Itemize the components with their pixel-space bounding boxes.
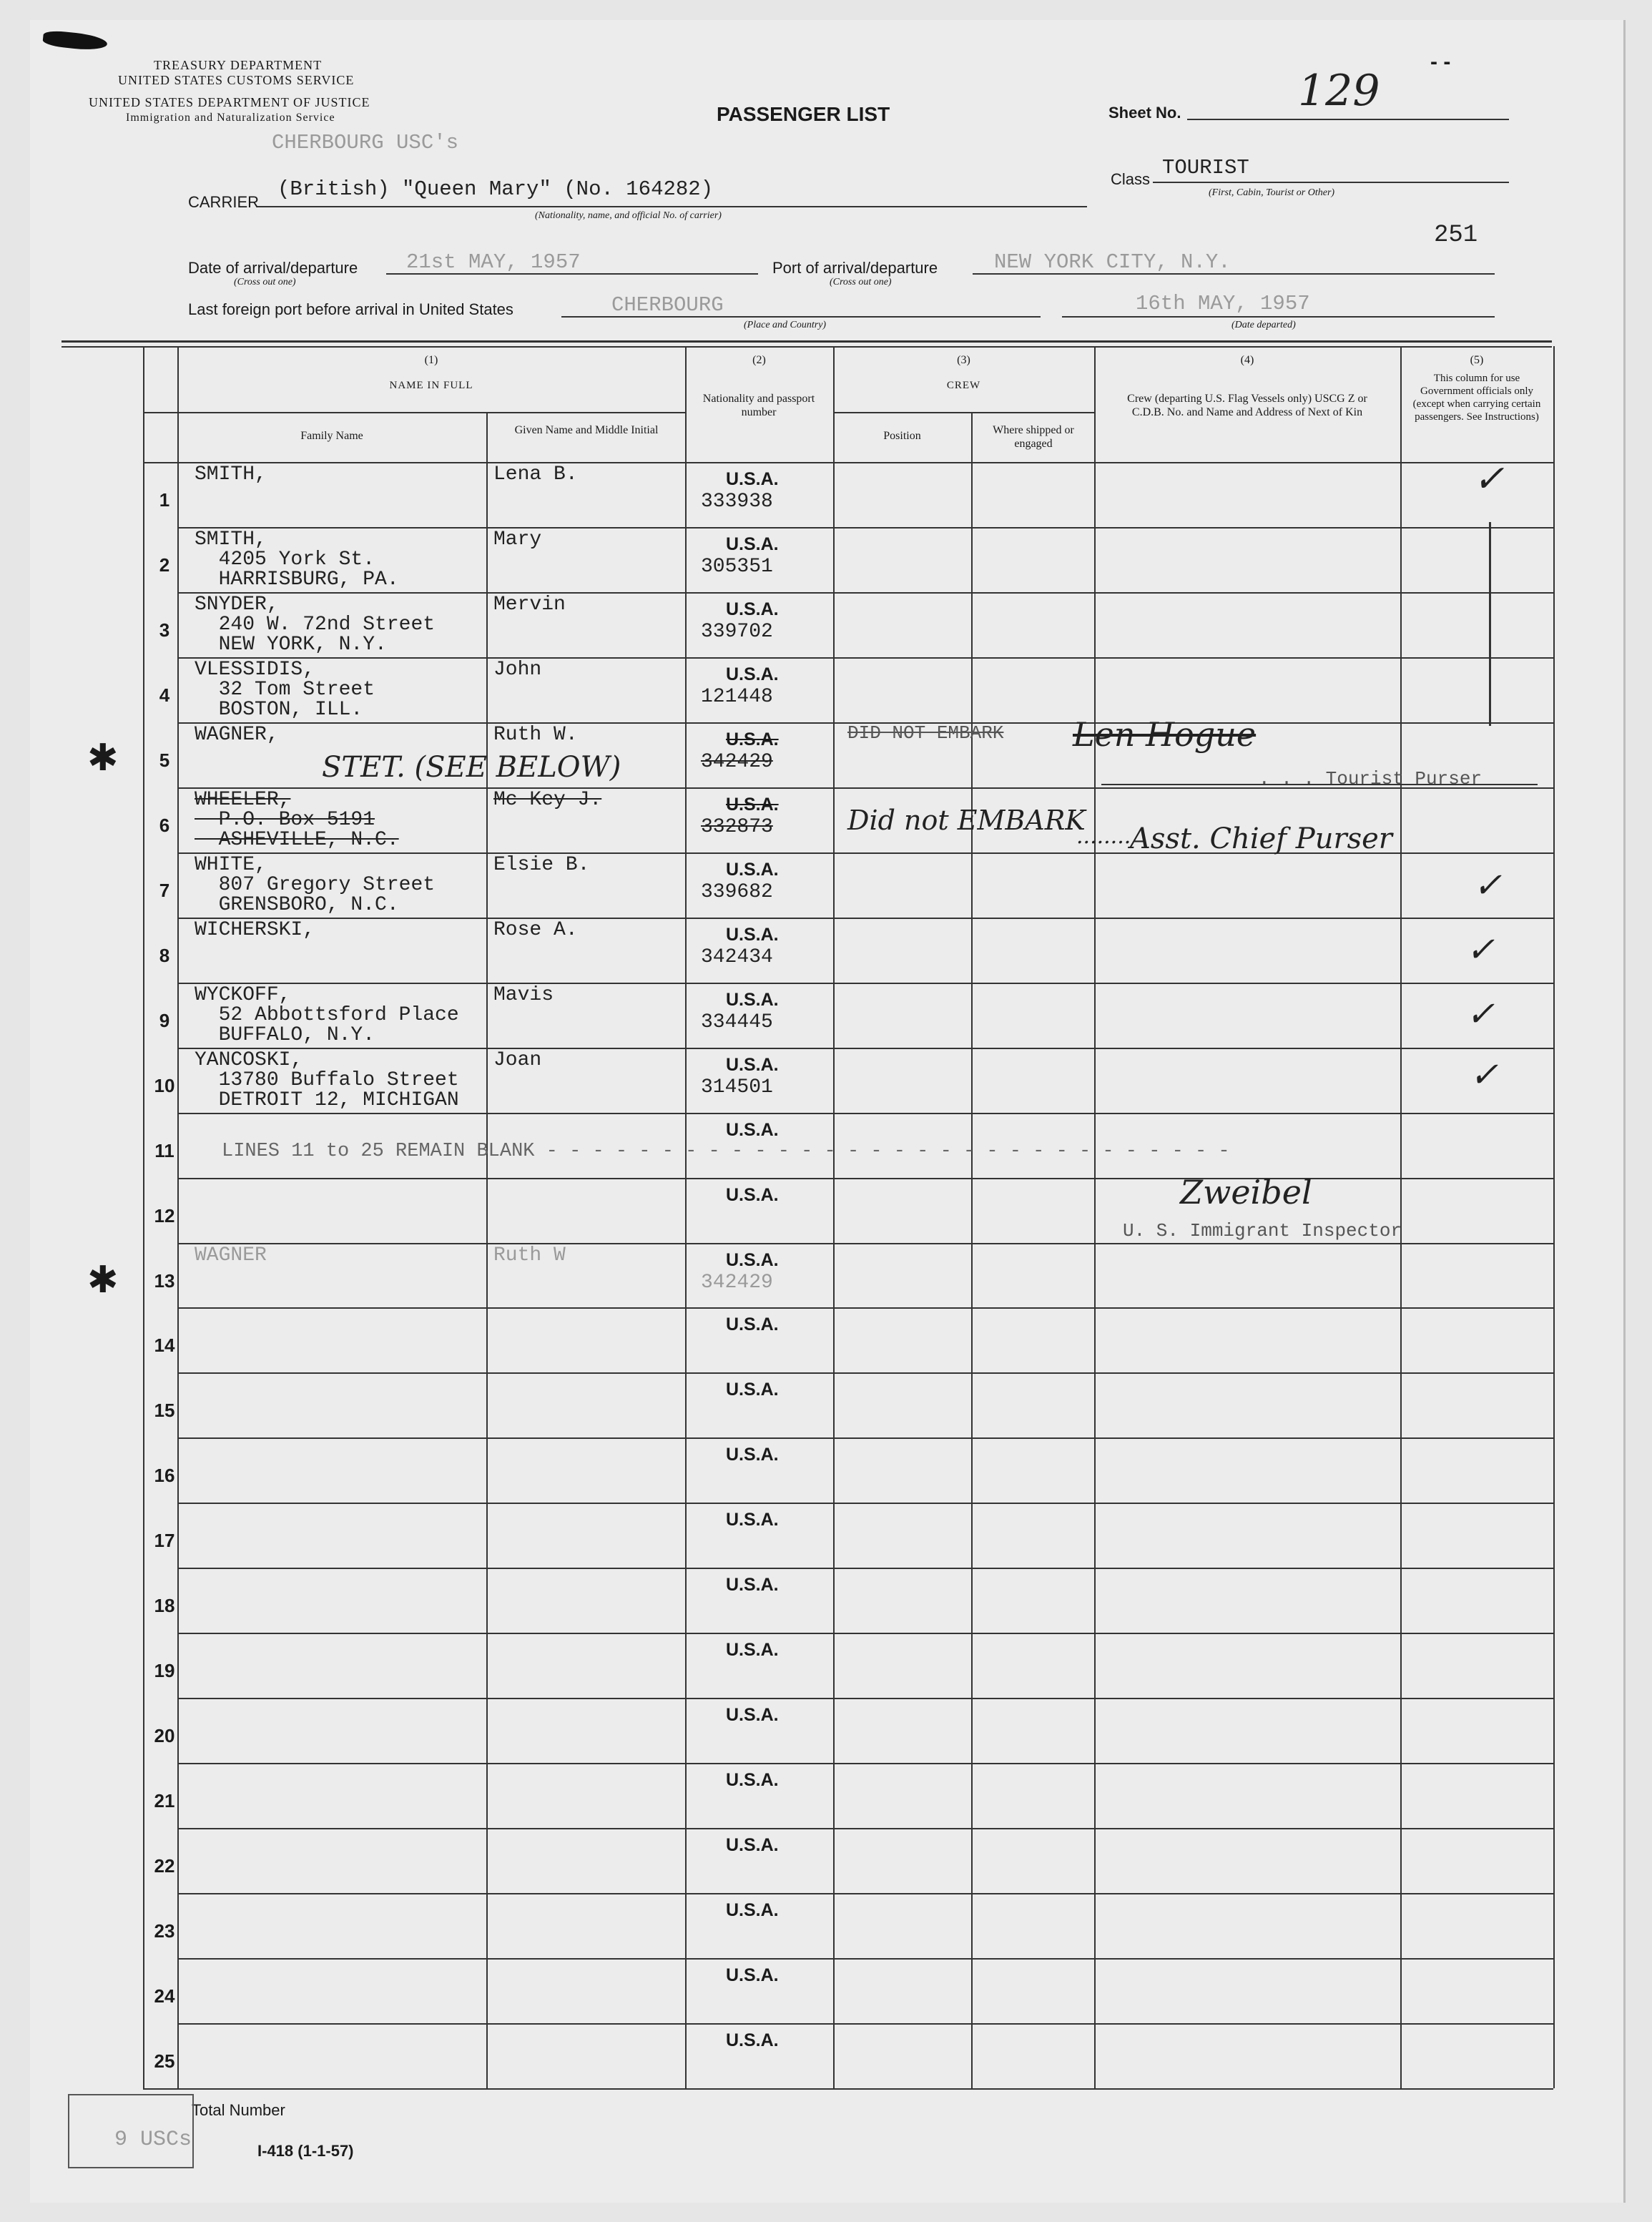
row-divider [177,1828,1553,1829]
row-number: 10 [154,1075,175,1096]
passport-number: 339702 [701,621,773,643]
row-divider [177,1307,1553,1309]
row-number: 15 [154,1400,175,1421]
row-number: 22 [154,1855,175,1877]
nationality: U.S.A. [726,1770,779,1790]
row-number: 3 [159,619,170,641]
nationality: U.S.A. [726,1120,779,1140]
row-number: 23 [154,1920,175,1942]
passport-number: 339682 [701,881,773,903]
row-divider [177,1178,1553,1179]
passport-number: 333938 [701,491,773,513]
row-divider [177,1113,1553,1114]
row-number: 24 [154,1985,175,2007]
col5-number: (5) [1470,354,1484,366]
passport-number: 342429 [701,751,773,773]
nationality: U.S.A. [726,860,779,880]
nationality: U.S.A. [726,664,779,684]
nationality: U.S.A. [726,1055,779,1075]
row-divider [177,2088,1553,2090]
star-mark-row5: ✱ [87,737,119,779]
check-mark: ✓ [1473,865,1503,905]
position-header: Position [883,430,921,442]
family-name: SMITH, 4205 York St. HARRISBURG, PA. [195,529,399,591]
nationality: U.S.A. [726,1835,779,1855]
family-name-header: Family Name [300,430,363,442]
row-divider [177,1633,1553,1634]
col3-title: CREW [946,380,981,391]
asst-purser-signature: Asst. Chief Purser [1130,822,1392,855]
row-divider [177,1503,1553,1504]
port-note: (Cross out one) [830,277,892,287]
nationality: U.S.A. [726,1185,779,1205]
passport-number: 342434 [701,946,773,968]
tourist-purser: . . . Tourist Purser [1259,768,1483,790]
nationality: U.S.A. [726,1900,779,1920]
last-port-value: CHERBOURG [611,293,724,317]
family-name: WHITE, 807 Gregory Street GRENSBORO, N.C. [195,854,436,916]
nationality: U.S.A. [726,990,779,1010]
check-mark: ✓ [1466,994,1495,1034]
row-number: 14 [154,1334,175,1356]
place-note: (Place and Country) [744,320,827,330]
immigration-heading: Immigration and Naturalization Service [126,112,335,124]
nationality: U.S.A. [726,1575,779,1595]
carrier-label: CARRIER [188,193,260,211]
nationality: U.S.A. [726,729,779,749]
given-name: Mervin [493,594,566,616]
stet-note: STET. (SEE BELOW) [322,751,621,784]
nationality: U.S.A. [726,1510,779,1530]
date-value: 21st MAY, 1957 [406,250,581,274]
carrier-value: (British) "Queen Mary" (No. 164282) [277,177,714,201]
nationality: U.S.A. [726,795,779,815]
nationality: U.S.A. [726,1965,779,1985]
nationality: U.S.A. [726,1445,779,1465]
passport-number: 314501 [701,1076,773,1098]
nationality: U.S.A. [726,1705,779,1725]
given-name: Joan [493,1049,542,1071]
lines-blank-note: LINES 11 to 25 REMAIN BLANK - - - - - - - - - - - - - - - - - - - - - - - - - - - - - - [222,1141,1230,1162]
family-name: YANCOSKI, 13780 Buffalo Street DETROIT 12, MICHIGAN [195,1049,459,1111]
row-number: 13 [154,1270,175,1292]
nationality: U.S.A. [726,469,779,489]
row-divider [177,1568,1553,1569]
given-name: Mavis [493,984,554,1006]
passport-number: 334445 [701,1011,773,1033]
row-divider [177,1958,1553,1960]
total-value: 9 USCs [114,2128,192,2152]
col2-title: Nationality and passport number [702,393,815,418]
row-number: 18 [154,1595,175,1616]
shipped-header: Where shipped or engaged [993,424,1074,450]
row-divider [177,657,1553,659]
nationality: U.S.A. [726,1640,779,1660]
customs-heading: UNITED STATES CUSTOMS SERVICE [118,73,355,87]
stamp-text: CHERBOURG USC's [272,131,459,154]
given-name: Mc Key J. [493,789,602,811]
family-name: WYCKOFF, 52 Abbottsford Place BUFFALO, N.Y. [195,984,459,1046]
col5-title: This column for use Government officials only (except when carrying certain passengers. See Instructions) [1412,373,1541,423]
passport-number: 305351 [701,556,773,578]
given-name: Mary [493,529,542,551]
col4-title: Crew (departing U.S. Flag Vessels only) USCG Z or C.D.B. No. and Name and Address of Next of Kin [1127,393,1367,418]
row-number: 5 [159,749,170,771]
asst-purser-dots: ........ [1076,824,1131,849]
did-not-embark-hand: Did not EMBARK [847,805,1086,836]
inspector-signature: Zweibel [1180,1173,1312,1211]
check-mark: ✓ [1466,930,1495,970]
row-divider [177,592,1553,594]
date-departed-note: (Date departed) [1231,320,1296,330]
family-name: VLESSIDIS, 32 Tom Street BOSTON, ILL. [195,659,375,721]
treasury-heading: TREASURY DEPARTMENT [154,58,323,72]
row-number: 2 [159,554,170,576]
form-number: I-418 (1-1-57) [257,2142,354,2160]
port-label: Port of arrival/departure [772,259,938,277]
passport-number: 332873 [701,816,773,838]
row-number: 11 [154,1140,174,1161]
family-name: WAGNER, [195,724,279,746]
total-label: Total Number [192,2101,285,2119]
sheet-number: 129 [1298,66,1380,116]
given-name: Ruth W [493,1244,566,1267]
page-title: PASSENGER LIST [717,103,890,125]
row-divider [177,527,1553,529]
row-divider [177,1763,1553,1764]
given-name: Lena B. [493,463,578,486]
row-number: 25 [154,2050,175,2072]
row-number: 1 [159,489,170,511]
row-divider [177,2023,1553,2025]
col2-number: (2) [752,354,766,366]
class-value: TOURIST [1162,156,1249,180]
last-port-label: Last foreign port before arrival in United States [188,300,513,318]
given-name: Ruth W. [493,724,578,746]
col1-title: NAME IN FULL [389,380,473,391]
class-label: Class [1111,170,1151,188]
justice-heading: UNITED STATES DEPARTMENT OF JUSTICE [89,95,370,109]
row-divider [177,1048,1553,1049]
row-number: 20 [154,1725,175,1746]
given-name: Rose A. [493,919,578,941]
date-label: Date of arrival/departure [188,259,358,277]
row-divider [177,983,1553,984]
family-name: WHEELER, P.O. Box 5191 ASHEVILLE, N.C. [195,789,399,851]
row-number: 4 [159,684,170,706]
given-name-header: Given Name and Middle Initial [514,424,659,436]
row-divider [177,1437,1553,1439]
row-number: 9 [159,1010,170,1031]
given-name: Elsie B. [493,854,590,876]
family-name: WICHERSKI, [195,919,315,941]
check-mark: ✓ [1473,458,1505,501]
nationality: U.S.A. [726,2030,779,2050]
row-number: 17 [154,1530,175,1551]
row-number: 21 [154,1790,175,1811]
inspector-title: U. S. Immigrant Inspector [1123,1220,1402,1242]
port-value: NEW YORK CITY, N.Y. [994,250,1231,274]
row-divider [177,1893,1553,1894]
family-name: SMITH, [195,463,267,486]
col1-number: (1) [424,354,438,366]
class-note: (First, Cabin, Tourist or Other) [1209,187,1335,198]
row-number: 19 [154,1660,175,1681]
check-mark: ✓ [1470,1055,1499,1095]
carrier-note: (Nationality, name, and official No. of carrier) [535,210,722,221]
passport-number: 342429 [701,1272,773,1294]
dash-mark: - - [1430,50,1451,74]
col3-number: (3) [957,354,970,366]
family-name: SNYDER, 240 W. 72nd Street NEW YORK, N.Y. [195,594,436,656]
nationality: U.S.A. [726,925,779,945]
count-value: 251 [1434,222,1478,249]
did-not-embark-typed: DID NOT EMBARK [847,722,1004,744]
nationality: U.S.A. [726,1314,779,1334]
passport-number: 121448 [701,686,773,708]
row-divider [177,1698,1553,1699]
row-divider [177,1243,1553,1244]
row-number: 7 [159,880,170,901]
nationality: U.S.A. [726,599,779,619]
row-divider [177,1372,1553,1374]
purser-signature: Len Hogue [1073,715,1257,754]
nationality: U.S.A. [726,1250,779,1270]
col4-number: (4) [1240,354,1254,366]
row-number: 16 [154,1465,175,1486]
date-note: (Cross out one) [234,277,296,287]
given-name: John [493,659,542,681]
row-number: 6 [159,815,170,836]
row-number: 12 [154,1205,175,1226]
star-mark-row13: ✱ [87,1259,119,1301]
family-name: WAGNER [195,1244,267,1267]
date-departed-value: 16th MAY, 1957 [1136,292,1310,315]
sheet-label: Sheet No. [1108,104,1181,122]
nationality: U.S.A. [726,534,779,554]
nationality: U.S.A. [726,1380,779,1400]
row-divider [177,918,1553,919]
row-number: 8 [159,945,170,966]
